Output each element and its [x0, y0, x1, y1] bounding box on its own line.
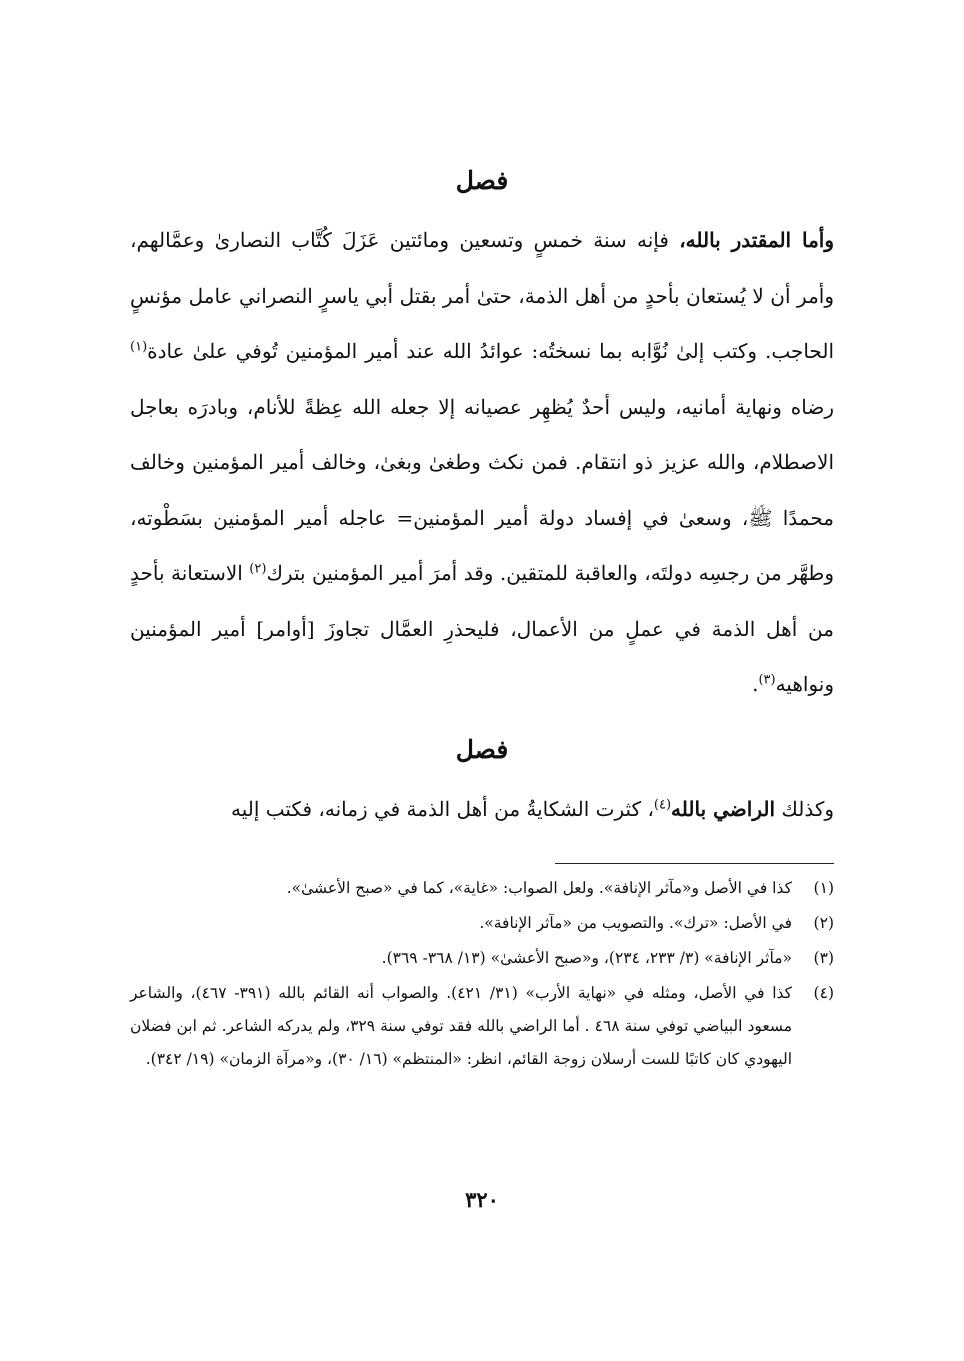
- footnote-text: في الأصل: «ترك». والتصويب من «مآثر الإنافة».: [479, 914, 792, 932]
- footnote-number: (١): [813, 879, 834, 897]
- footnote-divider: [555, 863, 834, 864]
- footnote-item: [130, 977, 834, 1076]
- footnote-number: (٢): [813, 914, 834, 932]
- section-heading: فصل: [455, 166, 509, 195]
- footnote-text: كذا في الأصل و«مآثر الإنافة». ولعل الصواب: «غاية»، كما في «صبح الأعشىٰ».: [286, 879, 792, 897]
- footnote-number: (٣): [813, 949, 834, 967]
- paragraph-text: وكذلك: [775, 797, 834, 821]
- paragraph-text: فإنه سنة خمسٍ وتسعين ومائتين عَزَلَ كُتَّاب النصارىٰ وعمَّالهم، وأمر أن لا يُستعان بأحدٍ من أهل الذمة، حتىٰ أمر بقتل أبي ياسرٍ النصراني عامل مؤنسٍ الحاجب. وكتب إلىٰ نُوَّابه بما نسختُه: عوائدُ الله عند أمير المؤمنين تُوفي علىٰ عادة: [130, 228, 834, 363]
- section-paragraph: [130, 782, 834, 838]
- footnote-reference[interactable]: (٣): [758, 672, 776, 688]
- footnote-item: [130, 907, 834, 940]
- paragraph-text: .: [752, 672, 759, 696]
- section-heading: فصل: [455, 735, 509, 764]
- footnotes: [130, 872, 834, 1078]
- footnote-item: [130, 942, 834, 975]
- footnote-reference[interactable]: (٢): [249, 561, 267, 577]
- paragraph-text: الاستعانة بأحدٍ من أهل الذمة في عملٍ من الأعمال، فليحذرِ العمَّال تجاوزَ [أوامر] أمير المؤمنين ونواهيه: [130, 561, 834, 696]
- footnote-reference[interactable]: (١): [130, 339, 148, 355]
- page-number: ٣٢٠: [465, 1187, 499, 1212]
- paragraph-lead: الراضي بالله: [671, 797, 776, 821]
- footnote-text: «مآثر الإنافة» (٣/ ٢٣٣، ٢٣٤)، و«صبح الأعشىٰ» (١٣/ ٣٦٨- ٣٦٩).: [381, 949, 792, 967]
- footnote-item: [130, 872, 834, 905]
- footnote-text: كذا في الأصل، ومثله في «نهاية الأرب» (٣١/ ٤٢١). والصواب أنه القائم بالله (٣٩١- ٤٦٧)، والشاعر مسعود البياضي توفي سنة ٤٦٨ . أما الراضي بالله فقد توفي سنة ٣٢٩، ولم يدركه الشاعر. ثم ابن فضلان اليهودي كان كاتبًا للست أرسلان زوجة القائم، انظر: «المنتظم» (١٦/ ٣٠)، و«مرآة الزمان» (١٩/ ٣٤٢).: [130, 984, 793, 1068]
- section-paragraph: [130, 213, 834, 713]
- footnote-reference[interactable]: (٤): [653, 797, 672, 813]
- paragraph-lead: وأما المقتدر بالله،: [679, 228, 834, 252]
- paragraph-text: ، كثرت الشكايةُ من أهل الذمة في زمانه، فكتب إليه: [230, 797, 654, 821]
- footnote-number: (٤): [813, 984, 834, 1002]
- paragraph-text: رضاه ونهاية أمانيه، وليس أحدٌ يُظهِر عصيانه إلا جعله الله عِظةً للأنام، وبادرَه بعاجل الاصطلام، والله عزيز ذو انتقام. فمن نكث وطغىٰ وبغىٰ، وخالف أمير المؤمنين وخالف محمدًا ﷺ، وسعىٰ في إفساد دولة أمير المؤمنين= عاجله أمير المؤمنين بسَطْوته، وطهَّر من رجسِه دولتَه، والعاقبة للمتقين. وقد أمرَ أمير المؤمنين بترك: [130, 394, 835, 585]
